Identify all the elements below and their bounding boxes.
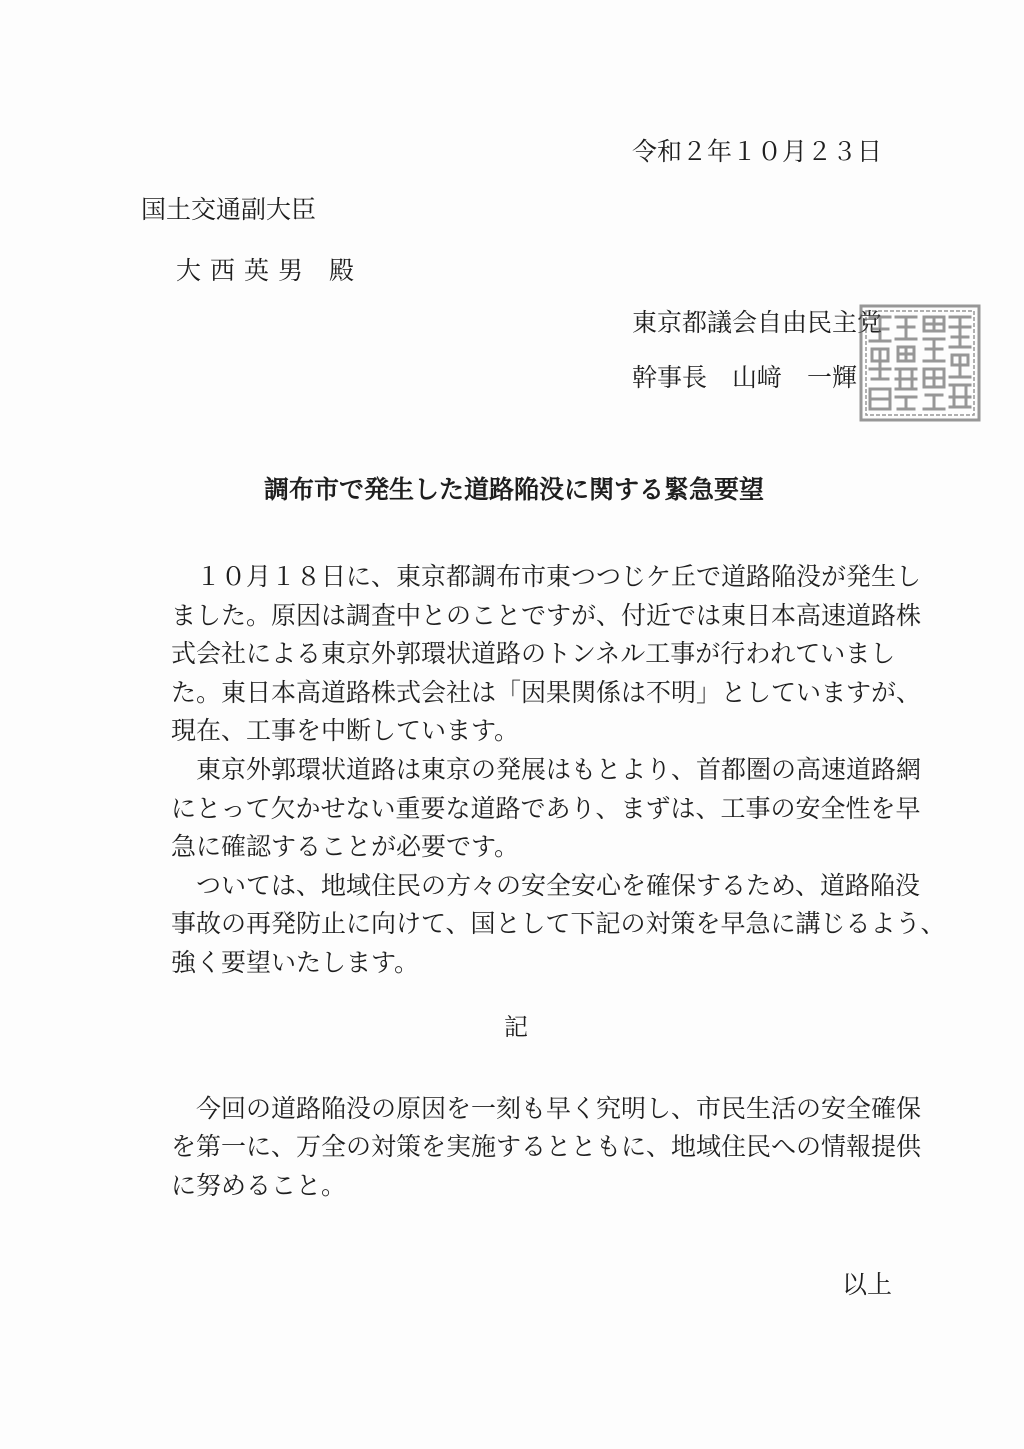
body-line: １０月１８日に、東京都調布市東つつじケ丘で道路陥没が発生し — [196, 562, 922, 591]
item-line: に努めること。 — [171, 1170, 347, 1200]
body-line: 現在、工事を中断しています。 — [171, 716, 520, 746]
body-line: にとって欠かせない重要な道路であり、まずは、工事の安全性を早 — [171, 793, 921, 823]
body-line: ついては、地域住民の方々の安全安心を確保するため、道路陥没 — [196, 870, 921, 900]
request-body — [171, 558, 946, 983]
item-line: 今回の道路陥没の原因を一刻も早く究明し、市民生活の安全確保 — [196, 1094, 922, 1123]
addressee-name: 大西英男 殿 — [176, 256, 363, 285]
sender-organization: 東京都議会自由民主党 — [632, 308, 883, 337]
body-line: ました。原因は調査中とのことですが、付近では東日本高速道路株 — [171, 600, 922, 630]
body-line: た。東日本高道路株式会社は「因果関係は不明」としていますが、 — [171, 677, 922, 707]
official-seal-stamp — [858, 303, 982, 423]
body-line: 式会社による東京外郭環状道路のトンネル工事が行われていまし — [171, 639, 896, 669]
body-line: 急に確認することが必要です。 — [171, 832, 520, 862]
body-line: 強く要望いたします。 — [171, 947, 420, 977]
item-line: を第一に、万全の対策を実施するとともに、地域住民への情報提供 — [171, 1132, 922, 1162]
document-title: 調布市で発生した道路陥没に関する緊急要望 — [264, 475, 765, 504]
body-line: 東京外郭環状道路は東京の発展はもとより、首都圏の高速道路網 — [196, 754, 922, 784]
addressee-title: 国土交通副大臣 — [141, 195, 317, 224]
sender-person: 幹事長 山﨑 一輝 — [632, 363, 858, 392]
closing-mark: 以上 — [842, 1270, 893, 1299]
body-line: 事故の再発防止に向けて、国として下記の対策を早急に講じるよう、 — [171, 909, 946, 939]
ki-heading: 記 — [504, 1013, 528, 1041]
document-date: 令和２年１０月２３日 — [632, 137, 883, 166]
request-item — [171, 1090, 922, 1205]
